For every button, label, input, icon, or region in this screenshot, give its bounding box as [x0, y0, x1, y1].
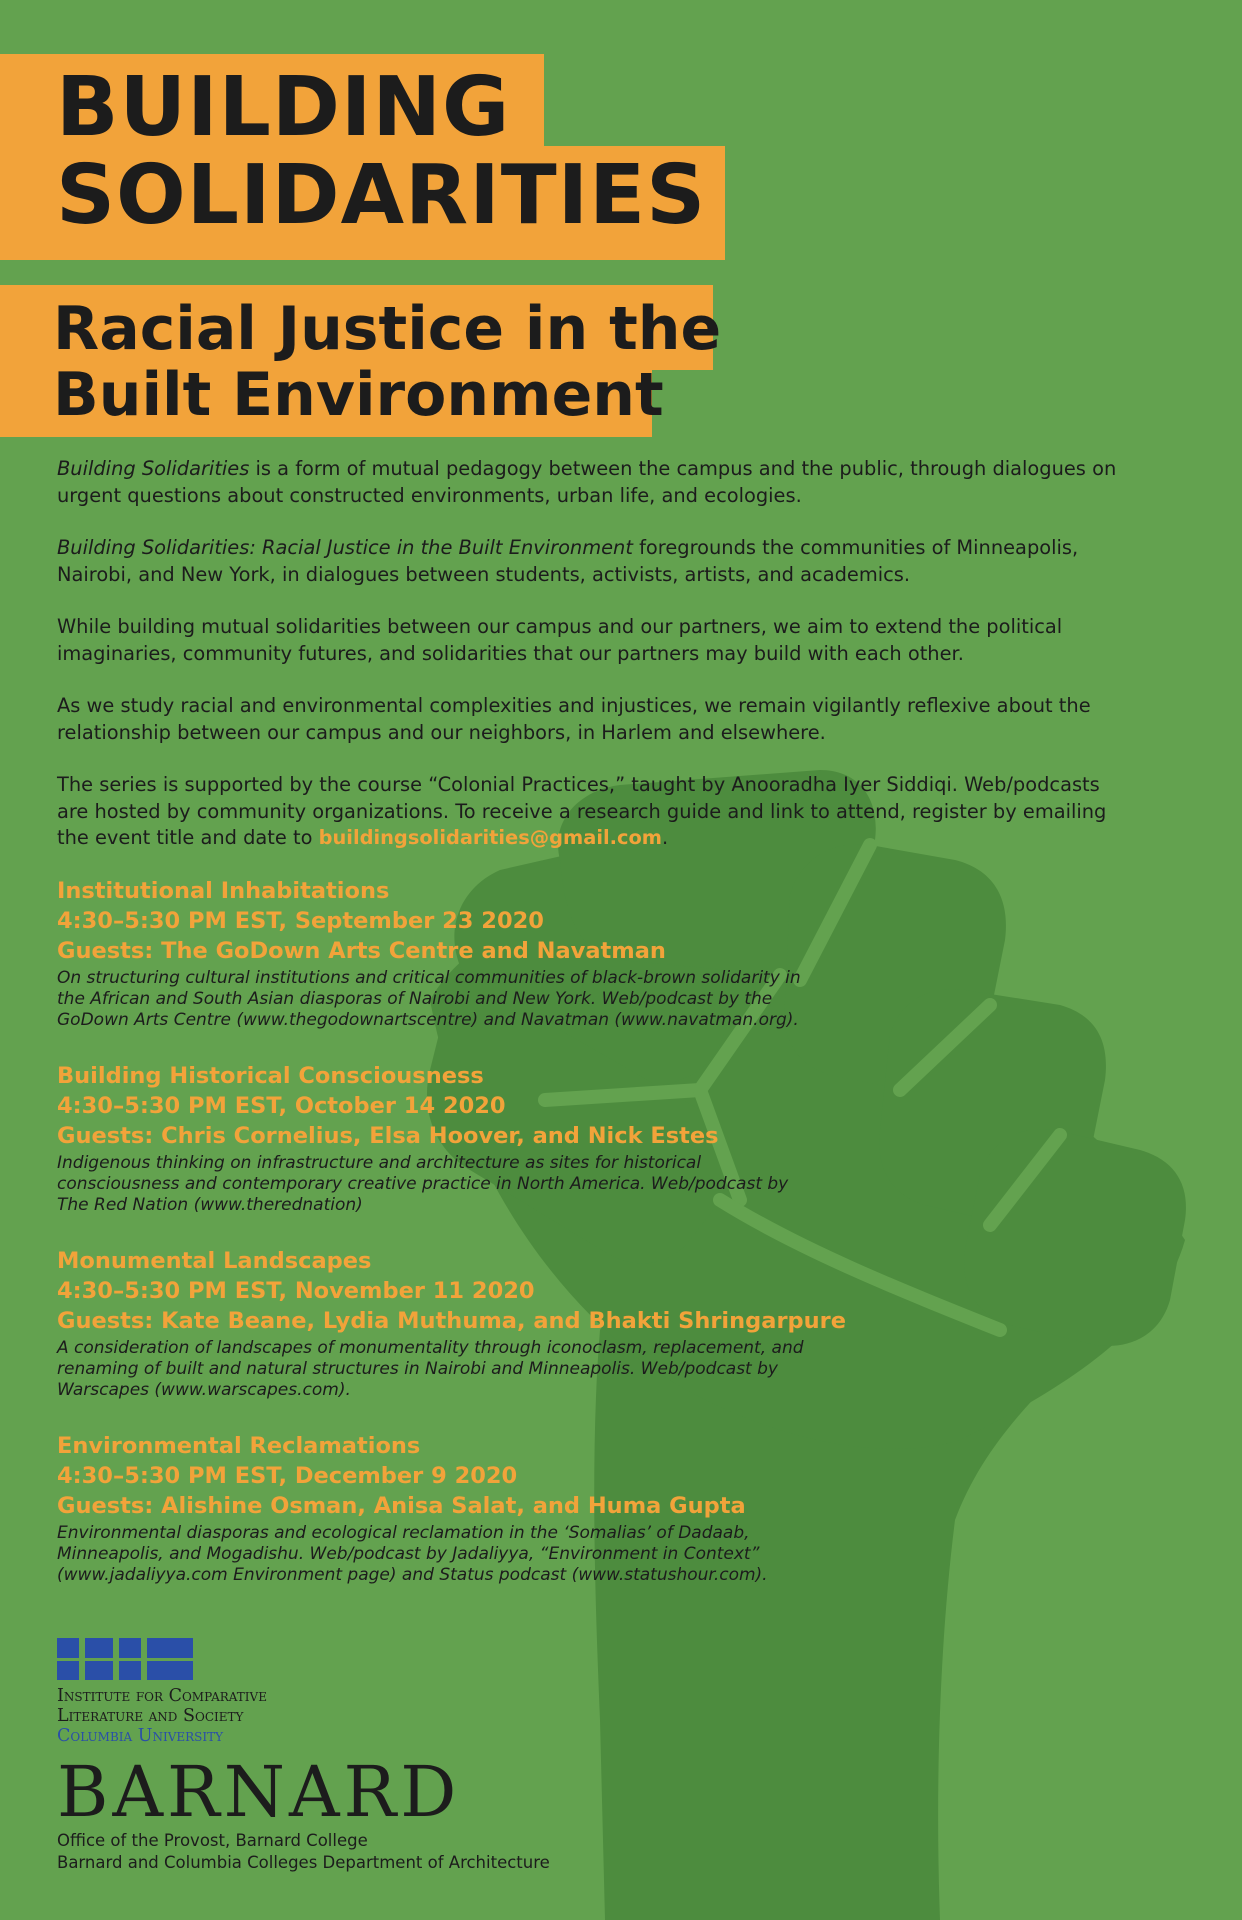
page-title — [56, 60, 707, 243]
event-title: Building Historical Consciousness — [57, 1063, 484, 1089]
intro-paragraph-3: While building mutual solidarities between our campus and our partners, we aim to extend the political imaginaries, community futures, and solidarities that our partners may build with each other. — [57, 615, 1063, 665]
event-description: On structuring cultural institutions and critical communities of black-brown solidarity in the African and South Asian diasporas of Nairobi and New York. Web/podcast by the GoDown Arts Centre (www.thegodownartscentre) and Navatman (www.navatman.org). — [57, 968, 801, 1030]
event-guests: Guests: The GoDown Arts Centre and Navatman — [57, 938, 666, 964]
event-guests: Guests: Chris Cornelius, Elsa Hoover, and Nick Estes — [57, 1123, 719, 1149]
subtitle-line-1: Racial Justice in the — [53, 294, 722, 364]
intro-paragraph-5 — [57, 772, 1137, 852]
event-item — [57, 876, 817, 1031]
sponsor-line-2: Barnard and Columbia Colleges Department of Architecture — [57, 1853, 550, 1872]
intro-paragraph-5-end: . — [662, 826, 669, 849]
icls-name-line-2: Literature and Society — [57, 1706, 244, 1726]
intro-paragraph-4: As we study racial and environmental complexities and injustices, we remain vigilantly reflexive about the relationship between our campus and our neighbors, in Harlem and elsewhere. — [57, 694, 1091, 744]
event-item — [57, 1431, 817, 1586]
intro-paragraph-2-text: foregrounds the communities of Minneapolis, Nairobi, and New York, in dialogues between students, activists, artists, and academics. — [57, 536, 1079, 586]
intro-paragraph-2 — [57, 535, 1137, 588]
event-guests: Guests: Kate Beane, Lydia Muthuma, and Bhakti Shringarpure — [57, 1308, 847, 1334]
title-line-1: BUILDING — [56, 60, 511, 155]
event-time: 4:30–5:30 PM EST, December 9 2020 — [57, 1463, 518, 1489]
event-time: 4:30–5:30 PM EST, November 11 2020 — [57, 1278, 535, 1304]
page-subtitle — [53, 296, 721, 428]
event-description: Indigenous thinking on infrastructure and architecture as sites for historical consciousness and contemporary creative practice in North America. Web/podcast by The Red Nation (www.therednation) — [57, 1153, 789, 1215]
icls-name-line-1: Institute for Comparative — [57, 1686, 267, 1706]
icls-name — [57, 1686, 267, 1746]
icls-logo-icon — [57, 1638, 193, 1680]
title-line-2: SOLIDARITIES — [56, 148, 707, 243]
event-item — [57, 1061, 817, 1216]
event-guests: Guests: Alishine Osman, Anisa Salat, and Huma Gupta — [57, 1493, 746, 1519]
icls-university: Columbia University — [57, 1726, 224, 1746]
event-time: 4:30–5:30 PM EST, October 14 2020 — [57, 1093, 506, 1119]
series-full-name: Building Solidarities: Racial Justice in the Built Environment — [57, 536, 633, 559]
sponsor-line-1: Office of the Provost, Barnard College — [57, 1831, 368, 1850]
event-title: Environmental Reclamations — [57, 1433, 421, 1459]
event-title: Monumental Landscapes — [57, 1248, 372, 1274]
intro-text — [57, 456, 1137, 852]
event-item — [57, 1246, 847, 1401]
sponsor-credits — [57, 1830, 550, 1874]
event-list — [57, 876, 847, 1616]
intro-paragraph-1-text: is a form of mutual pedagogy between the campus and the public, through dialogues on urgent questions about constructed environments, urban life, and ecologies. — [57, 457, 1117, 507]
subtitle-line-2: Built Environment — [53, 360, 664, 430]
event-description: Environmental diasporas and ecological reclamation in the ‘Somalias’ of Dadaab, Minneapolis, and Mogadishu. Web/podcast by Jadaliyya, “Environment in Context” (www.jadaliyya.com Environment page) and Status podcast (www.statushour.com). — [57, 1523, 768, 1585]
intro-paragraph-1 — [57, 456, 1137, 509]
series-name: Building Solidarities — [57, 457, 250, 480]
event-time: 4:30–5:30 PM EST, September 23 2020 — [57, 908, 544, 934]
intro-paragraph-5-text: The series is supported by the course “Colonial Practices,” taught by Anooradha Iyer Siddiqi. Web/podcasts are hosted by community organizations. To receive a research guide and link to attend, register by emailing the event title and date to — [57, 773, 1107, 849]
event-title: Institutional Inhabitations — [57, 878, 390, 904]
event-description: A consideration of landscapes of monumentality through iconoclasm, replacement, and renaming of built and natural structures in Nairobi and Minneapolis. Web/podcast by Warscapes (www.warscapes.com). — [57, 1338, 804, 1400]
contact-email-link[interactable]: buildingsolidarities@gmail.com — [318, 826, 662, 849]
barnard-wordmark: BARNARD — [57, 1751, 461, 1833]
